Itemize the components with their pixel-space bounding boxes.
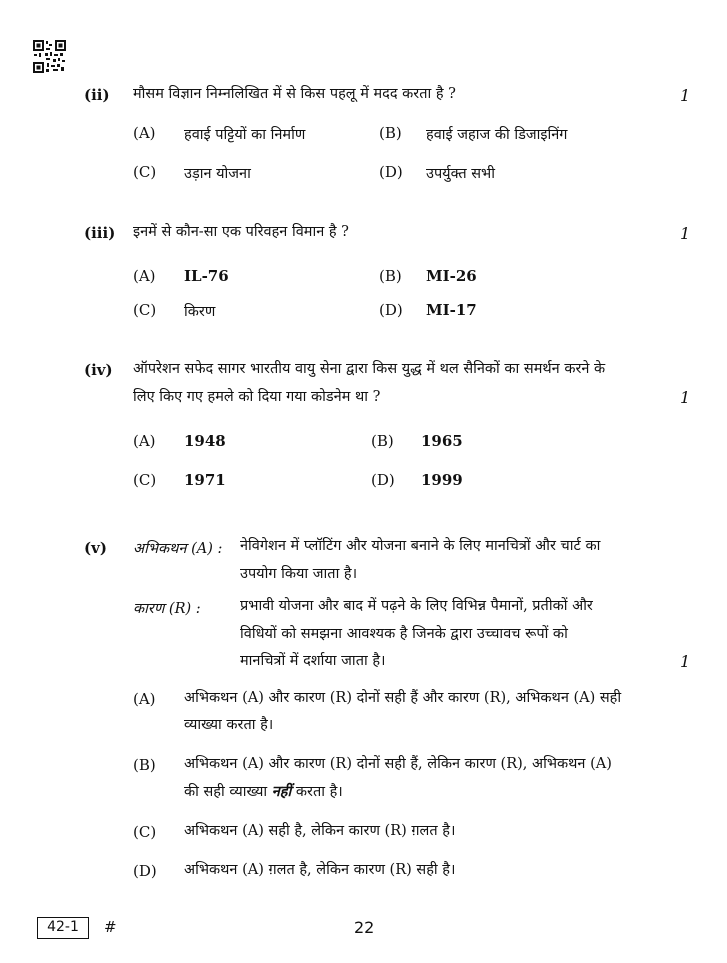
question-marks: 1 [680,388,691,407]
option-label: (A) [133,690,156,708]
option-label: (B) [379,124,402,142]
option-label: (C) [133,471,157,489]
assertion-text-line: नेविगेशन में प्लॉटिंग और योजना बनाने के लिए मानचित्रों और चार्ट का [240,538,601,554]
option-text: हवाई पट्टियों का निर्माण [184,127,306,143]
paper-code-box: 42-1 [37,917,89,939]
question-number: (iv) [84,361,113,379]
option-label: (A) [133,267,156,285]
question-text: इनमें से कौन-सा एक परिवहन विमान है ? [133,224,349,240]
option-text-line: व्याख्या करता है। [184,717,274,733]
option-text: उड़ान योजना [184,166,251,182]
option-text: MI-17 [426,301,477,319]
option-label: (C) [133,301,157,319]
question-marks: 1 [680,86,691,105]
question-text: मौसम विज्ञान निम्नलिखित में से किस पहलू में मदद करता है ? [133,86,456,102]
qr-code-icon [33,40,66,73]
option-text-part: की सही व्याख्या [184,784,272,800]
option-text: MI-26 [426,267,477,285]
option-text: किरण [184,304,216,320]
option-label: (D) [379,301,403,319]
reason-text-line: मानचित्रों में दर्शाया जाता है। [240,653,386,669]
reason-text-line: विधियों को समझना आवश्यक है जिनके द्वारा उच्चावच रूपों को [240,626,568,642]
option-text: हवाई जहाज की डिजाइनिंग [426,127,568,143]
option-label: (B) [371,432,394,450]
question-text-line: ऑपरेशन सफेद सागर भारतीय वायु सेना द्वारा किस युद्ध में थल सैनिकों का समर्थन करने के [133,361,606,377]
option-text: उपर्युक्त सभी [426,166,495,182]
page-number: 22 [354,918,375,937]
question-text-line: लिए किए गए हमले को दिया गया कोडनेम था ? [133,389,381,405]
reason-label: कारण (R) : [133,601,201,617]
option-text: IL-76 [184,267,229,285]
question-marks: 1 [680,652,691,671]
option-label: (D) [379,163,403,181]
emphasis-text: नहीं [271,783,292,800]
option-text-line: अभिकथन (A) और कारण (R) दोनों सही हैं और कारण (R), अभिकथन (A) सही [184,690,622,706]
option-text-line: अभिकथन (A) सही है, लेकिन कारण (R) ग़लत है। [184,823,456,839]
footer-hash: # [104,918,117,936]
option-text: 1965 [421,432,463,450]
option-label: (A) [133,124,156,142]
option-label: (B) [379,267,402,285]
option-label: (A) [133,432,156,450]
option-text: 1999 [421,471,463,489]
option-text-line: अभिकथन (A) ग़लत है, लेकिन कारण (R) सही है। [184,862,456,878]
option-label: (D) [133,862,157,880]
assertion-text-line: उपयोग किया जाता है। [240,566,358,582]
option-text-line [184,778,343,806]
question-marks: 1 [680,224,691,243]
option-text: 1971 [184,471,226,489]
option-text: 1948 [184,432,226,450]
reason-text-line: प्रभावी योजना और बाद में पढ़ने के लिए विभिन्न पैमानों, प्रतीकों और [240,598,593,614]
option-text-line: अभिकथन (A) और कारण (R) दोनों सही हैं, लेकिन कारण (R), अभिकथन (A) [184,756,612,772]
option-label: (C) [133,163,157,181]
question-number: (iii) [84,224,116,242]
option-label: (C) [133,823,157,841]
question-number: (v) [84,539,107,557]
option-label: (D) [371,471,395,489]
question-number: (ii) [84,86,110,104]
option-label: (B) [133,756,156,774]
option-text-part: करता है। [291,784,343,800]
assertion-label: अभिकथन (A) : [133,541,223,557]
